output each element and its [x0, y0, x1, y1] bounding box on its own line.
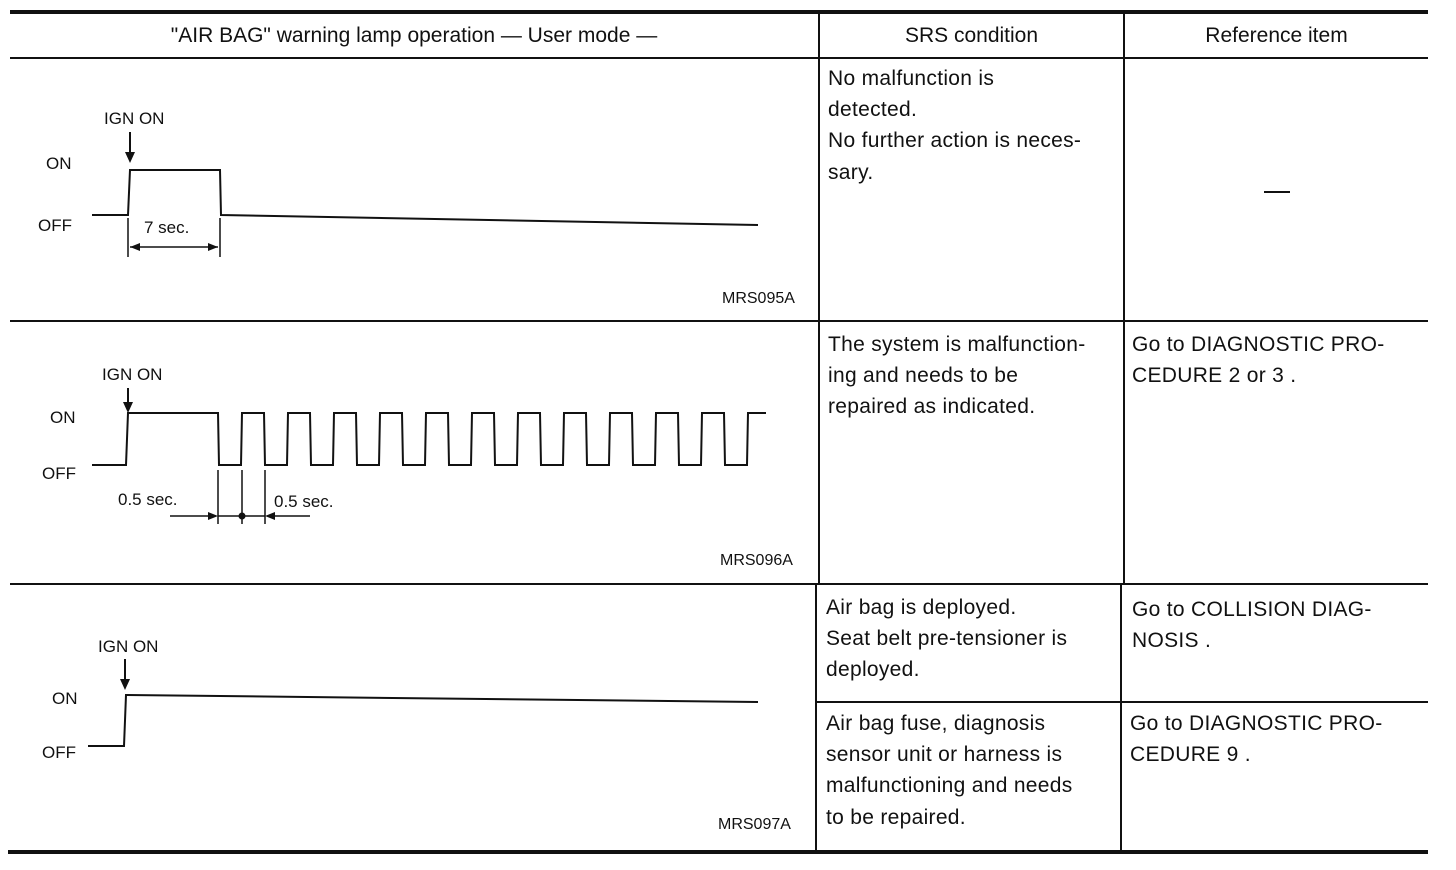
duration-label: 7 sec. [144, 218, 190, 237]
figure-mrs096a [0, 322, 815, 582]
off-label: OFF [38, 216, 72, 235]
row1-reference-dash [1264, 191, 1290, 193]
row3a-condition: Air bag is deployed. Seat belt pre-tensioner is deployed. [826, 596, 1068, 682]
col-divider-2 [1123, 12, 1125, 584]
off-label: OFF [42, 743, 76, 762]
row2-reference: Go to DIAGNOSTIC PRO- CEDURE 2 or 3 . [1132, 333, 1385, 388]
figure-code: MRS095A [722, 290, 795, 307]
interval-right-label: 0.5 sec. [274, 492, 334, 511]
header-srs-condition: SRS condition [904, 24, 1039, 47]
on-label: ON [50, 408, 76, 427]
on-label: ON [46, 154, 72, 173]
col-divider-1 [818, 12, 820, 584]
col-divider-2-lower [1120, 584, 1122, 852]
lamp-signal-waveform [92, 170, 758, 225]
interval-left-label: 0.5 sec. [118, 490, 178, 509]
subrow-divider-rule [817, 701, 1428, 703]
figure-code: MRS096A [720, 552, 793, 569]
figure-code: MRS097A [718, 816, 791, 833]
on-label: ON [52, 689, 78, 708]
table-bottom-rule [8, 850, 1428, 854]
ign-on-label: IGN ON [104, 109, 165, 128]
lamp-signal-waveform [92, 413, 766, 465]
row3b-condition: Air bag fuse, diagnosis sensor unit or harness is malfunctioning and needs to be repaired. [826, 712, 1073, 829]
figure-mrs097a [0, 585, 815, 849]
lamp-signal-waveform [88, 695, 758, 746]
col-divider-1-lower [815, 584, 817, 852]
figure-mrs095a [0, 60, 815, 318]
ign-on-label: IGN ON [102, 365, 163, 384]
header-reference-item: Reference item [1205, 24, 1348, 47]
ign-on-label: IGN ON [98, 637, 159, 656]
row2-condition: The system is malfunction- ing and needs to be repaired as indicated. [828, 333, 1086, 419]
row1-condition: No malfunction is detected. No further action is neces- sary. [828, 67, 1082, 184]
row3a-reference: Go to COLLISION DIAG- NOSIS . [1132, 598, 1372, 653]
off-label: OFF [42, 464, 76, 483]
header-lamp-operation: "AIR BAG" warning lamp operation — User mode — [170, 24, 658, 47]
row3b-reference: Go to DIAGNOSTIC PRO- CEDURE 9 . [1130, 712, 1383, 767]
